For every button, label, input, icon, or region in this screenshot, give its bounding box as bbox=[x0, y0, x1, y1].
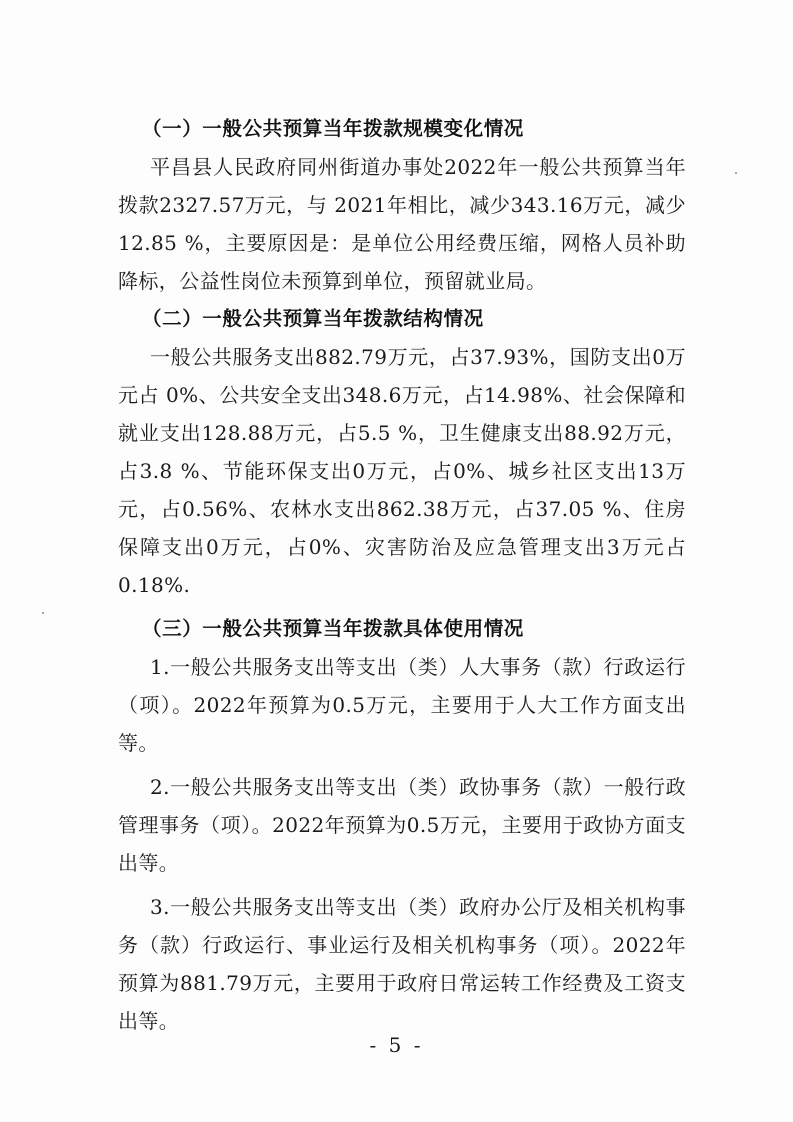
paragraph-budget-scale: 平昌县人民政府同州街道办事处2022年一般公共预算当年拨款2327.57万元，与 2021年相比，减少343.16万元，减少12.85 %，主要原因是：是单位公用经费压缩，网格人员补助降标，公益性岗位未预算到单位，预留就业局。 bbox=[118, 155, 686, 293]
page-number: - 5 - bbox=[369, 1033, 424, 1057]
section-heading-budget-scale: （一）一般公共预算当年拨款规模变化情况 bbox=[142, 117, 524, 140]
paragraph-usage-item-1: 1.一般公共服务支出等支出（类）人大事务（款）行政运行（项）。2022年预算为0.5万元，主要用于人大工作方面支出等。 bbox=[118, 655, 686, 755]
paragraph-usage-item-3: 3.一般公共服务支出等支出（类）政府办公厅及相关机构事务（款）行政运行、事业运行及相关机构事务（项）。2022年预算为881.79万元，主要用于政府日常运转工作经费及工资支出等。 bbox=[118, 895, 686, 1033]
section-heading-budget-usage: （三）一般公共预算当年拨款具体使用情况 bbox=[142, 617, 524, 640]
section-heading-budget-structure: （二）一般公共预算当年拨款结构情况 bbox=[142, 307, 484, 330]
scan-speck bbox=[42, 612, 44, 614]
paragraph-usage-item-2: 2.一般公共服务支出等支出（类）政协事务（款）一般行政管理事务（项）。2022年预算为0.5万元，主要用于政协方面支出等。 bbox=[118, 775, 686, 875]
scan-speck bbox=[735, 172, 737, 174]
document-body bbox=[118, 110, 686, 1040]
paragraph-budget-structure: 一般公共服务支出882.79万元，占37.93%，国防支出0万元占 0%、公共安全支出348.6万元，占14.98%、社会保障和就业支出128.88万元，占5.5 %，卫生健康支出88.92万元，占3.8 %、节能环保支出0万元，占0%、城乡社区支出13万元，占0.56%、农林水支出862.38万元，占37.05 %、住房保障支出0万元，占0%、灾害防治及应急管理支出3万元占0.18%. bbox=[118, 345, 686, 597]
